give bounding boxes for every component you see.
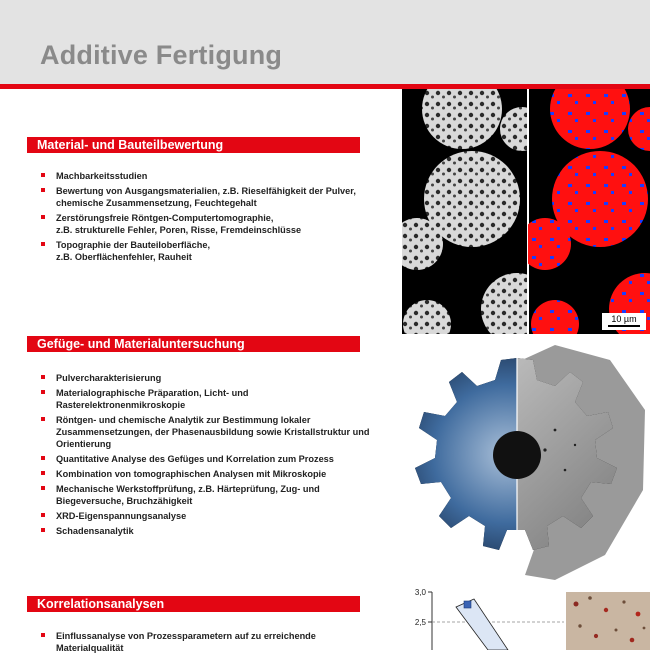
bullet-marker: [41, 188, 45, 192]
bullet-text-line: Materialqualität: [56, 643, 124, 653]
page-title: Additive Fertigung: [40, 40, 283, 70]
bullet-text-line: Machbarkeitsstudien: [56, 171, 148, 181]
bullet-marker: [41, 528, 45, 532]
microstructure-illustration: [402, 89, 650, 334]
bullet-text-line: Zerstörungsfreie Röntgen-Computertomographie,: [56, 213, 274, 223]
bullet-marker: [41, 173, 45, 177]
bullet-list-material: [40, 170, 380, 266]
bullet-item: [40, 525, 380, 537]
bullet-item: [40, 414, 380, 450]
section-title-gefuege: Gefüge- und Materialuntersuchung: [27, 336, 360, 352]
microstructure-image: [402, 89, 650, 334]
bullet-list-korrelation: [40, 630, 380, 657]
bullet-text-line: XRD-Eigenspannungsanalyse: [56, 511, 187, 521]
bullet-marker: [41, 390, 45, 394]
bullet-text-line: Schadensanalytik: [56, 526, 134, 536]
bullet-text-line: Biegeversuche, Bruchzähigkeit: [56, 496, 193, 506]
bullet-text-line: Quantitative Analyse des Gefüges und Korrelation zum Prozess: [56, 454, 334, 464]
bullet-item: [40, 212, 380, 236]
bullet-item: [40, 510, 380, 522]
bullet-marker: [41, 215, 45, 219]
section-title-material: Material- und Bauteilbewertung: [27, 137, 360, 153]
bullet-item: [40, 483, 380, 507]
page-header: [0, 0, 650, 84]
bullet-text-line: Röntgen- und chemische Analytik zur Bestimmung lokaler: [56, 415, 311, 425]
bullet-text-line: Topographie der Bauteiloberfläche,: [56, 240, 210, 250]
bullet-item: [40, 170, 380, 182]
bullet-marker: [41, 471, 45, 475]
bullet-text-line: Mechanische Werkstoffprüfung, z.B. Härteprüfung, Zug- und: [56, 484, 320, 494]
bullet-text-line: Orientierung: [56, 439, 112, 449]
bullet-marker: [41, 242, 45, 246]
section-title-korrelation: Korrelationsanalysen: [27, 596, 360, 612]
bullet-text-line: Pulvercharakterisierung: [56, 373, 162, 383]
bullet-marker: [41, 633, 45, 637]
scale-bar-label: 10 µm: [611, 314, 637, 324]
gear-ct-image: [405, 340, 650, 585]
bullet-marker: [41, 375, 45, 379]
bullet-marker: [41, 417, 45, 421]
chart-tick-3-0: 3,0: [414, 588, 426, 597]
bullet-item: [40, 630, 380, 654]
bullet-text-line: Zusammensetzungen, der Phasenausbildung sowie Kristallstruktur und: [56, 427, 370, 437]
chart-data-point: [464, 601, 471, 608]
bullet-text-line: Bewertung von Ausgangsmaterialien, z.B. Rieselfähigkeit der Pulver,: [56, 186, 356, 196]
bullet-text-line: Rasterelektronenmikroskopie: [56, 400, 186, 410]
bullet-text-line: z.B. strukturelle Fehler, Poren, Risse, Fremdeinschlüsse: [56, 225, 302, 235]
bullet-marker: [41, 513, 45, 517]
bullet-text-line: z.B. Oberflächenfehler, Rauheit: [56, 252, 192, 262]
bullet-text-line: Einflussanalyse von Prozessparametern auf zu erreichende: [56, 631, 316, 641]
bullet-marker: [41, 486, 45, 490]
bullet-item: [40, 387, 380, 411]
bullet-item: [40, 239, 380, 263]
bullet-text-line: chemische Zusammensetzung, Feuchtegehalt: [56, 198, 257, 208]
bullet-text-line: Materialographische Präparation, Licht- und: [56, 388, 249, 398]
micrograph-texture-illustration: [566, 592, 650, 650]
bullet-text-line: Kombination von tomographischen Analysen mit Mikroskopie: [56, 469, 327, 479]
bullet-item: [40, 372, 380, 384]
bullet-item: [40, 453, 380, 465]
gear-illustration: [405, 340, 650, 585]
bullet-marker: [41, 456, 45, 460]
chart-tick-2-5: 2,5: [414, 618, 426, 627]
micrograph-texture-image: [566, 592, 650, 650]
bullet-list-gefuege: [40, 372, 380, 540]
bullet-item: [40, 468, 380, 480]
bullet-item: [40, 185, 380, 209]
